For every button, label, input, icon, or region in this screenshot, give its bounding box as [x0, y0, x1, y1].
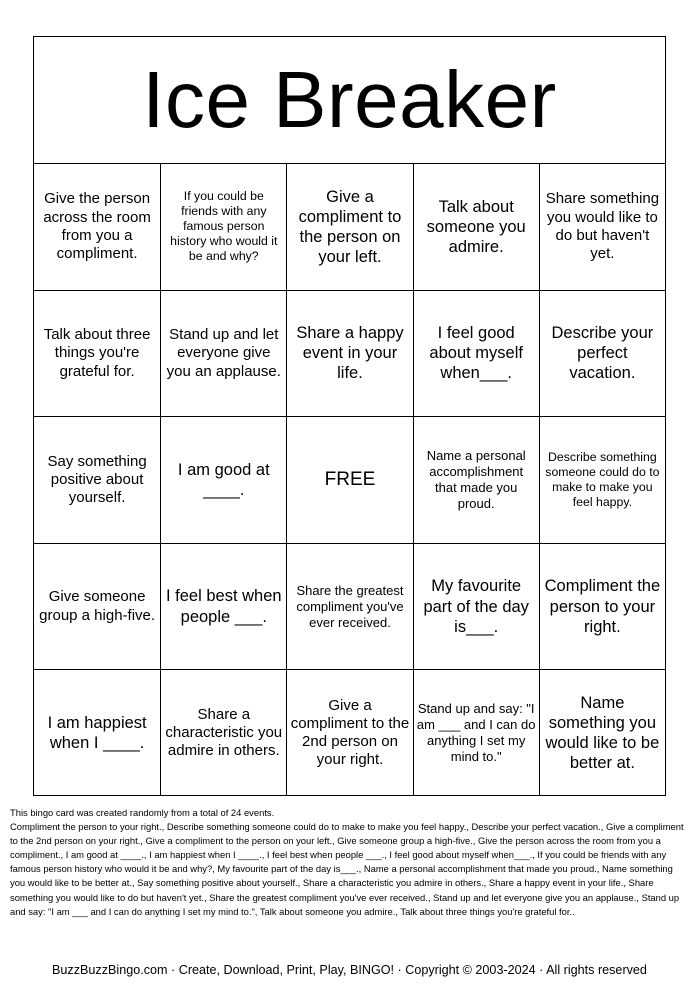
cell-text: Give a compliment to the 2nd person on your right. [290, 696, 410, 769]
cell-text: Share a happy event in your life. [296, 324, 404, 383]
cell-text: I feel good about myself when___. [429, 324, 523, 383]
bingo-cell [34, 543, 160, 670]
bingo-cell [539, 669, 665, 796]
cell-text: Share the greatest compliment you've ever received. [296, 582, 404, 630]
cell-text: Stand up and say: "I am ___ and I can do anything I set my mind to." [416, 701, 536, 765]
cell-text: Compliment the person to your right. [544, 577, 661, 636]
bingo-cell [34, 416, 160, 543]
bingo-cell [160, 163, 286, 290]
bingo-cell [286, 163, 412, 290]
cell-text: Talk about three things you're grateful for. [43, 325, 151, 380]
bingo-cell [286, 669, 412, 796]
info-event-list: Compliment the person to your right., Describe something someone could do to make to make you feel happy., Describe your perfect vacation., Give a compliment to the 2nd person on your right., Give a compliment to the person on your left., Give someone group a high-five., Give the person across the room from you a compliment., I am good at ____., I am happiest when I ____., I feel best when people ___., I feel good about myself when___., If you could be friends with any famous person history who would it be and why?, My favourite part of the day is___., Name a personal accomplishment that made you proud., Name something you would like to be better at., Say something positive about yourself., Share a characteristic you admire in others., Share a happy event in your life., Share something you would like to do but haven't yet., Share the greatest compliment you've ever received., Stand up and let everyone give you an applause., Stand up and say: "I am ___ and I can do anything I set my mind to.", Talk about someone you admire., Talk about three things you're grateful for.. [10, 821, 684, 917]
bingo-cell [413, 163, 539, 290]
bingo-cell [34, 669, 160, 796]
cell-text: Share a characteristic you admire in others. [165, 705, 283, 760]
cell-text: Name a personal accomplishment that made you proud. [426, 448, 526, 511]
bingo-cell [539, 543, 665, 670]
cell-text: Give someone group a high-five. [39, 588, 156, 624]
bingo-cell [286, 290, 412, 417]
bingo-cell [34, 290, 160, 417]
cell-text: Say something positive about yourself. [47, 452, 147, 507]
footer-credit: BuzzBuzzBingo.com · Create, Download, Print, Play, BINGO! · Copyright © 2003-2024 · All rights reserved [52, 963, 647, 977]
bingo-grid [34, 163, 665, 796]
bingo-cell [413, 416, 539, 543]
bingo-cell [413, 290, 539, 417]
free-text: FREE [324, 469, 376, 491]
cell-text: Talk about someone you admire. [426, 197, 526, 256]
cell-text: I feel best when people ___. [166, 587, 282, 626]
free-cell [286, 416, 412, 543]
cell-text: Describe something someone could do to make to make you feel happy. [545, 449, 660, 509]
bingo-cell [160, 290, 286, 417]
cell-text: Give a compliment to the person on your left. [298, 187, 402, 266]
cell-text: Stand up and let everyone give you an applause. [166, 325, 281, 380]
bingo-cell [413, 543, 539, 670]
card-info [10, 806, 690, 919]
bingo-cell [539, 163, 665, 290]
cell-text: Give the person across the room from you a compliment. [43, 190, 151, 263]
cell-text: If you could be friends with any famous person history who would it be and why? [170, 189, 278, 264]
cell-text: I am happiest when I ____. [47, 714, 147, 753]
bingo-cell [160, 416, 286, 543]
bingo-cell [160, 543, 286, 670]
card-title: Ice Breaker [142, 55, 557, 144]
bingo-cell [34, 163, 160, 290]
cell-text: Share something you would like to do but haven't yet. [545, 190, 660, 263]
bingo-card [33, 36, 666, 796]
cell-text: My favourite part of the day is___. [423, 577, 529, 636]
bingo-cell [539, 416, 665, 543]
bingo-cell [286, 543, 412, 670]
info-intro: This bingo card was created randomly from a total of 24 events. [10, 807, 275, 818]
cell-text: Describe your perfect vacation. [551, 324, 654, 383]
cell-text: I am good at ____. [177, 460, 270, 499]
bingo-cell [413, 669, 539, 796]
bingo-cell [539, 290, 665, 417]
cell-text: Name something you would like to be better at. [545, 693, 660, 773]
bingo-cell [160, 669, 286, 796]
